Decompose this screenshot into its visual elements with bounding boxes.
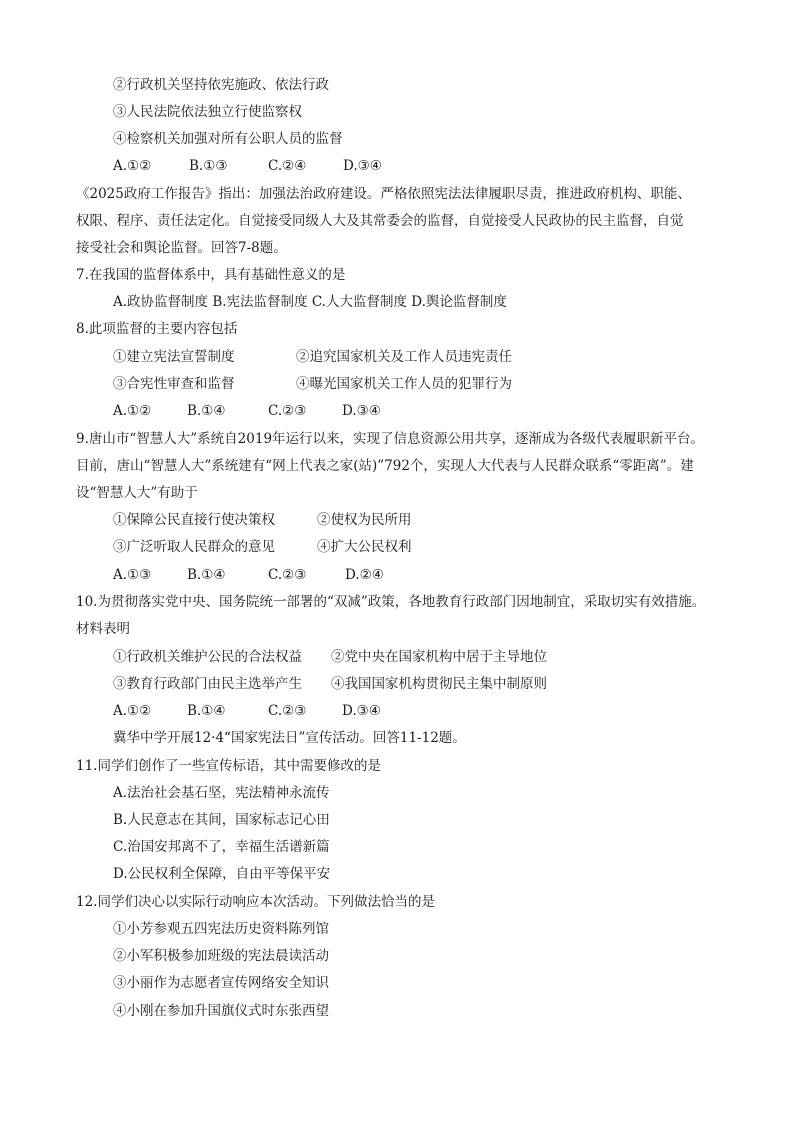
statement-item: ②小军积极参加班级的宪法晨读活动: [113, 948, 329, 964]
option-b: B.①④: [187, 403, 226, 419]
option-b: B.①④: [187, 567, 226, 583]
answer-choice: D.公民权利全保障，自由平等保平安: [113, 866, 331, 882]
question-stem: 目前，唐山“智慧人大”系统建有“网上代表之家(站)”792个，实现人大代表与人民群众联系“零距离”。建: [76, 458, 694, 474]
statement-item: ④小刚在参加升国旗仪式时东张西望: [113, 1003, 329, 1019]
option-c: C.②③: [268, 567, 307, 583]
option-d: D.③④: [343, 158, 382, 174]
statement-item: ①行政机关维护公民的合法权益: [113, 649, 302, 665]
question-stem: 7.在我国的监督体系中，具有基础性意义的是: [76, 267, 346, 283]
question-stem: 12.同学们决心以实际行动响应本次活动。下列做法恰当的是: [76, 894, 435, 910]
option-d: D.③④: [342, 703, 381, 719]
option-a: A.①②: [113, 403, 152, 419]
statement-item: ④检察机关加强对所有公职人员的监督: [113, 131, 343, 147]
question-stem: 设“智慧人大”有助于: [76, 485, 198, 501]
option-c: C.②④: [268, 158, 307, 174]
statement-item: ③广泛听取人民群众的意见: [113, 539, 275, 555]
question-stem: 材料表明: [76, 621, 130, 637]
statement-item: ③人民法院依法独立行使监察权: [113, 104, 302, 120]
passage-line: 《2025政府工作报告》指出：加强法治政府建设。严格依照宪法法律履职尽责，推进政府机构、职能、: [76, 186, 691, 202]
statement-item: ②追究国家机关及工作人员违宪责任: [296, 349, 512, 365]
answer-choice: B.人民意志在其间，国家标志记心田: [113, 812, 330, 828]
option-d: D.③④: [342, 403, 381, 419]
option-d: D.②④: [345, 567, 384, 583]
option-a: A.①②: [113, 703, 152, 719]
statement-item: ④我国国家机构贯彻民主集中制原则: [331, 676, 547, 692]
question-stem: 11.同学们创作了一些宣传标语，其中需要修改的是: [76, 758, 381, 774]
statement-item: ①建立宪法宣誓制度: [113, 349, 235, 365]
statement-item: ②使权为民所用: [317, 512, 412, 528]
statement-item: ②行政机关坚持依宪施政、依法行政: [113, 77, 329, 93]
answer-options: A.政协监督制度 B.宪法监督制度 C.人大监督制度 D.舆论监督制度: [113, 294, 507, 310]
passage-line: 权限、程序、责任法定化。自觉接受同级人大及其常委会的监督，自觉接受人民政协的民主监督，自觉: [76, 213, 684, 229]
question-stem: 10.为贯彻落实党中央、国务院统一部署的“双减”政策，各地教育行政部门因地制宜，采取切实有效措施。: [76, 594, 706, 610]
option-b: B.①④: [187, 703, 226, 719]
answer-choice: A.法治社会基石坚，宪法精神永流传: [113, 785, 330, 801]
option-c: C.②③: [268, 403, 307, 419]
option-a: A.①③: [113, 567, 152, 583]
option-a: A.①②: [113, 158, 152, 174]
statement-item: ③小丽作为志愿者宣传网络安全知识: [113, 975, 329, 991]
statement-item: ①小芳参观五四宪法历史资料陈列馆: [113, 921, 329, 937]
statement-item: ④扩大公民权利: [317, 539, 412, 555]
statement-item: ③合宪性审查和监督: [113, 376, 235, 392]
statement-item: ③教育行政部门由民主选举产生: [113, 676, 302, 692]
option-b: B.①③: [189, 158, 228, 174]
statement-item: ①保障公民直接行使决策权: [113, 512, 275, 528]
passage-line: 接受社会和舆论监督。回答7-8题。: [76, 240, 287, 256]
answer-choice: C.治国安邦离不了，幸福生活谱新篇: [113, 839, 330, 855]
passage-line: 冀华中学开展12·4“国家宪法日”宣传活动。回答11-12题。: [113, 730, 466, 746]
option-c: C.②③: [268, 703, 307, 719]
statement-item: ④曝光国家机关工作人员的犯罪行为: [296, 376, 512, 392]
question-stem: 8.此项监督的主要内容包括: [76, 321, 238, 337]
question-stem: 9.唐山市“智慧人大”系统自2019年运行以来，实现了信息资源公用共享，逐渐成为各级代表履职新平台。: [76, 431, 705, 447]
statement-item: ②党中央在国家机构中居于主导地位: [331, 649, 547, 665]
